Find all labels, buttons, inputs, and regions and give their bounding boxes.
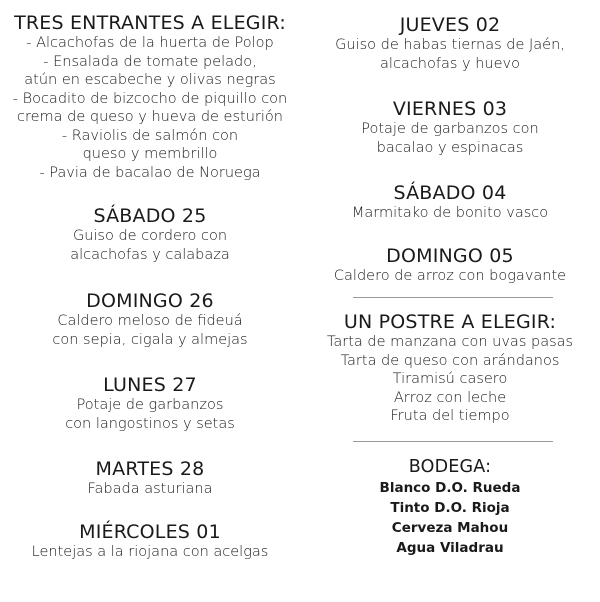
day-dish-line: alcachofas y huevo — [380, 55, 520, 72]
day-dish-line: Guiso de cordero con — [72, 228, 228, 244]
day-sabado-04 — [300, 182, 600, 223]
day-dish-line: Marmitako de bonito vasco — [351, 205, 549, 221]
postre-line: Tarta de manzana con uvas pasas — [326, 334, 574, 350]
section-divider — [353, 441, 553, 442]
day-dish-line: Lentejas a la riojana con acelgas — [31, 544, 269, 560]
day-dish-line: Caldero meloso de fideuá — [57, 313, 243, 329]
day-dish-line: Fabada asturiana — [87, 481, 213, 497]
bodega-line: Cerveza Mahou — [391, 520, 509, 536]
day-title: VIERNES 03 — [392, 98, 508, 120]
day-domingo-26 — [0, 290, 300, 349]
entrantes-section — [0, 12, 300, 182]
entrantes-line: - Raviolis de salmón con — [61, 127, 239, 144]
entrantes-line: - Ensalada de tomate pelado, — [43, 53, 257, 70]
entrantes-line: atún en escabeche y olivas negras — [24, 72, 276, 88]
postre-line: Fruta del tiempo — [390, 408, 510, 424]
bodega-line: Blanco D.O. Rueda — [379, 480, 521, 496]
day-dish-line: Guiso de habas tiernas de Jaén, — [335, 37, 565, 53]
day-title: JUEVES 02 — [399, 14, 501, 36]
postre-line: Tarta de queso con arándanos — [340, 352, 560, 369]
day-jueves-02 — [300, 14, 600, 73]
day-title: MIÉRCOLES 01 — [79, 521, 221, 543]
day-title: DOMINGO 05 — [386, 245, 514, 267]
bodega-section — [300, 456, 600, 558]
day-dish-line: Caldero de arroz con bogavante — [333, 268, 567, 284]
day-miercoles-01 — [0, 521, 300, 562]
day-dish-line: con langostinos y setas — [65, 415, 235, 432]
postre-line: Tiramisú casero — [392, 371, 508, 387]
day-martes-28 — [0, 458, 300, 499]
entrantes-title: TRES ENTRANTES A ELEGIR: — [14, 12, 286, 34]
entrantes-line: - Pavia de bacalao de Noruega — [39, 164, 261, 181]
day-dish-line: alcachofas y calabaza — [70, 246, 230, 263]
day-viernes-03 — [300, 98, 600, 157]
day-dish-line: Potaje de garbanzos con — [361, 121, 539, 137]
day-dish-line: Potaje de garbanzos — [76, 397, 224, 413]
postre-line: Arroz con leche — [393, 389, 507, 406]
day-title: LUNES 27 — [103, 374, 197, 396]
bodega-line: Agua Viladrau — [396, 540, 504, 556]
day-title: SÁBADO 04 — [393, 182, 507, 204]
entrantes-line: crema de queso y hueva de esturión — [17, 109, 283, 125]
section-divider — [353, 297, 553, 298]
day-domingo-05 — [300, 245, 600, 286]
postre-title: UN POSTRE A ELEGIR: — [343, 311, 557, 333]
entrantes-line: queso y membrillo — [82, 146, 218, 162]
postre-section — [300, 311, 600, 426]
bodega-title: BODEGA: — [408, 457, 492, 477]
day-title: DOMINGO 26 — [86, 290, 214, 312]
day-lunes-27 — [0, 374, 300, 433]
day-title: SÁBADO 25 — [93, 205, 207, 227]
day-dish-line: con sepia, cigala y almejas — [52, 331, 248, 348]
day-dish-line: bacalao y espinacas — [376, 139, 524, 156]
day-sabado-25 — [0, 205, 300, 264]
entrantes-line: - Alcachofas de la huerta de Polop — [26, 35, 274, 51]
bodega-line: Tinto D.O. Rioja — [390, 500, 510, 516]
day-title: MARTES 28 — [95, 458, 205, 480]
entrantes-line: - Bocadito de bizcocho de piquillo con — [12, 90, 288, 107]
